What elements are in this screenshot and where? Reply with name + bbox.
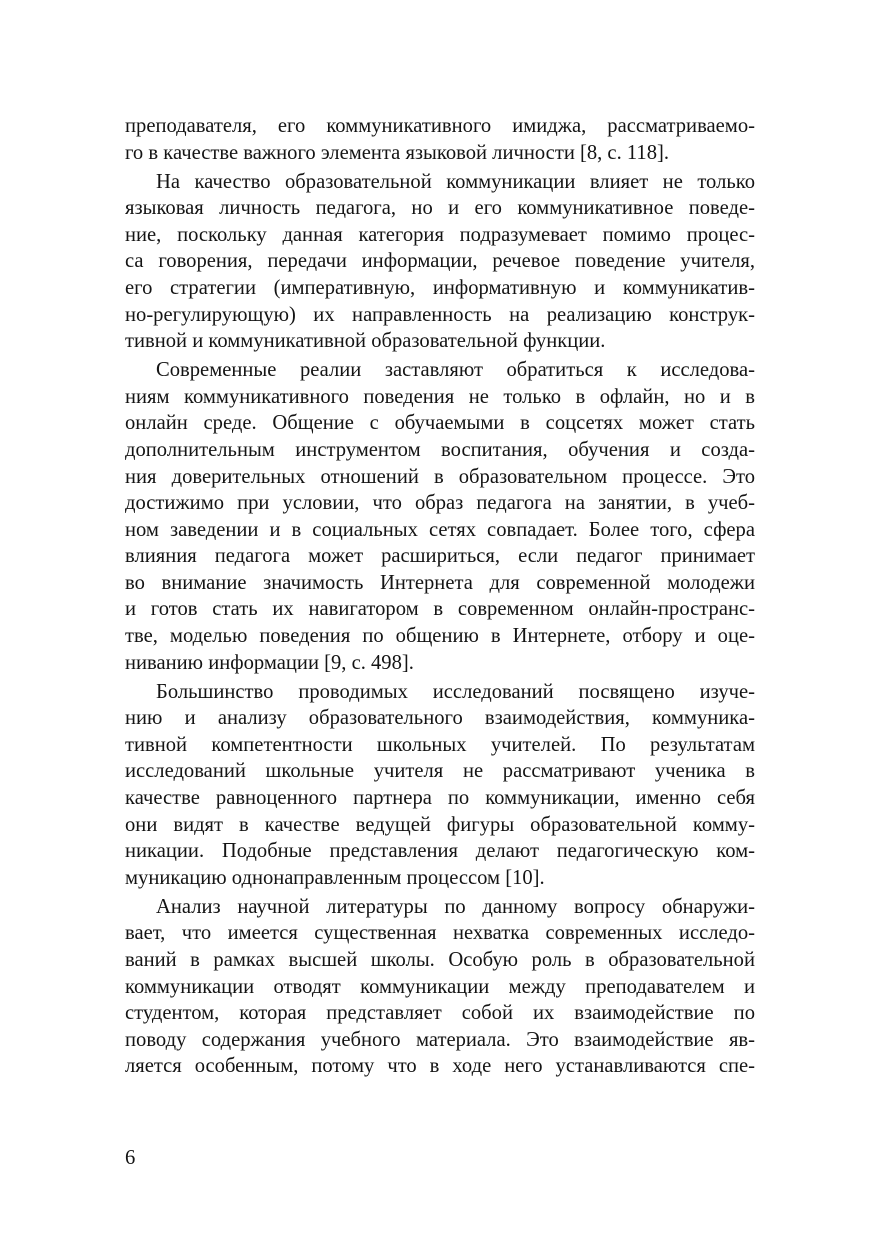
text-line: ниванию информации [9, с. 498]. [125,651,414,674]
text-line: поводу содержания учебного материала. Это взаимодействие яв- [125,1028,755,1051]
text-line: го в качестве важного элемента языковой личности [8, с. 118]. [125,141,670,164]
text-line: дополнительным инструментом воспитания, обучения и созда- [125,438,755,461]
text-line: тивной и коммуникативной образовательной функции. [125,330,606,353]
text-line: онлайн среде. Общение с обучаемыми в соцсетях может стать [125,412,755,435]
text-line: ляется особенным, потому что в ходе него устанавливаются спе- [125,1055,755,1078]
text-line: но-регулирующую) их направленность на реализацию конструк- [125,303,755,326]
text-line: качестве равноценного партнера по коммуникации, именно себя [125,787,755,810]
text-line: достижимо при условии, что образ педагога на занятии, в учеб- [125,492,755,515]
text-line: во внимание значимость Интернета для современной молодежи [125,571,755,594]
text-line: муникацию однонаправленным процессом [10]. [125,866,545,889]
text-line: Современные реалии заставляют обратиться к исследова- [156,359,755,382]
text-line: исследований школьные учителя не рассматривают ученика в [125,760,755,783]
text-line: влияния педагога может расшириться, если педагог принимает [125,545,755,568]
paragraph [125,113,755,166]
text-line: Анализ научной литературы по данному вопросу обнаружи- [156,895,755,918]
text-line: тивной компетентности школьных учителей. По результатам [125,733,755,756]
text-line: студентом, которая представляет собой их взаимодействие по [125,1002,755,1025]
text-line: языковая личность педагога, но и его коммуникативное поведе- [125,197,755,220]
text-line: они видят в качестве ведущей фигуры образовательной комму- [125,813,755,836]
page-body [125,113,755,1082]
text-line: ниям коммуникативного поведения не только в офлайн, но и в [125,385,755,408]
text-line: тве, моделью поведения по общению в Интернете, отбору и оце- [125,625,755,648]
paragraph [125,679,755,892]
paragraph [125,894,755,1080]
text-line: ние, поскольку данная категория подразумевает помимо процес- [125,223,755,246]
text-line: преподавателя, его коммуникативного имиджа, рассматриваемо- [125,115,755,137]
text-line: нию и анализу образовательного взаимодействия, коммуника- [125,707,755,730]
text-line: коммуникации отводят коммуникации между преподавателем и [125,975,755,998]
text-line: ния доверительных отношений в образовательном процессе. Это [125,465,755,488]
text-line: ваний в рамках высшей школы. Особую роль в образовательной [125,948,755,971]
text-line: его стратегии (императивную, информативную и коммуникатив- [125,276,755,299]
paragraph [125,169,755,355]
paragraph [125,357,755,676]
text-line: На качество образовательной коммуникации влияет не только [156,170,755,193]
text-line: и готов стать их навигатором в современном онлайн-пространс- [125,598,755,621]
text-line: ном заведении и в социальных сетях совпадает. Более того, сфера [125,518,755,541]
page-number: 6 [125,1147,136,1169]
text-line: Большинство проводимых исследований посвящено изуче- [156,680,755,703]
text-line: никации. Подобные представления делают педагогическую ком- [125,840,755,863]
text-line: са говорения, передачи информации, речевое поведение учителя, [125,250,755,273]
text-line: вает, что имеется существенная нехватка современных исследо- [125,922,755,945]
